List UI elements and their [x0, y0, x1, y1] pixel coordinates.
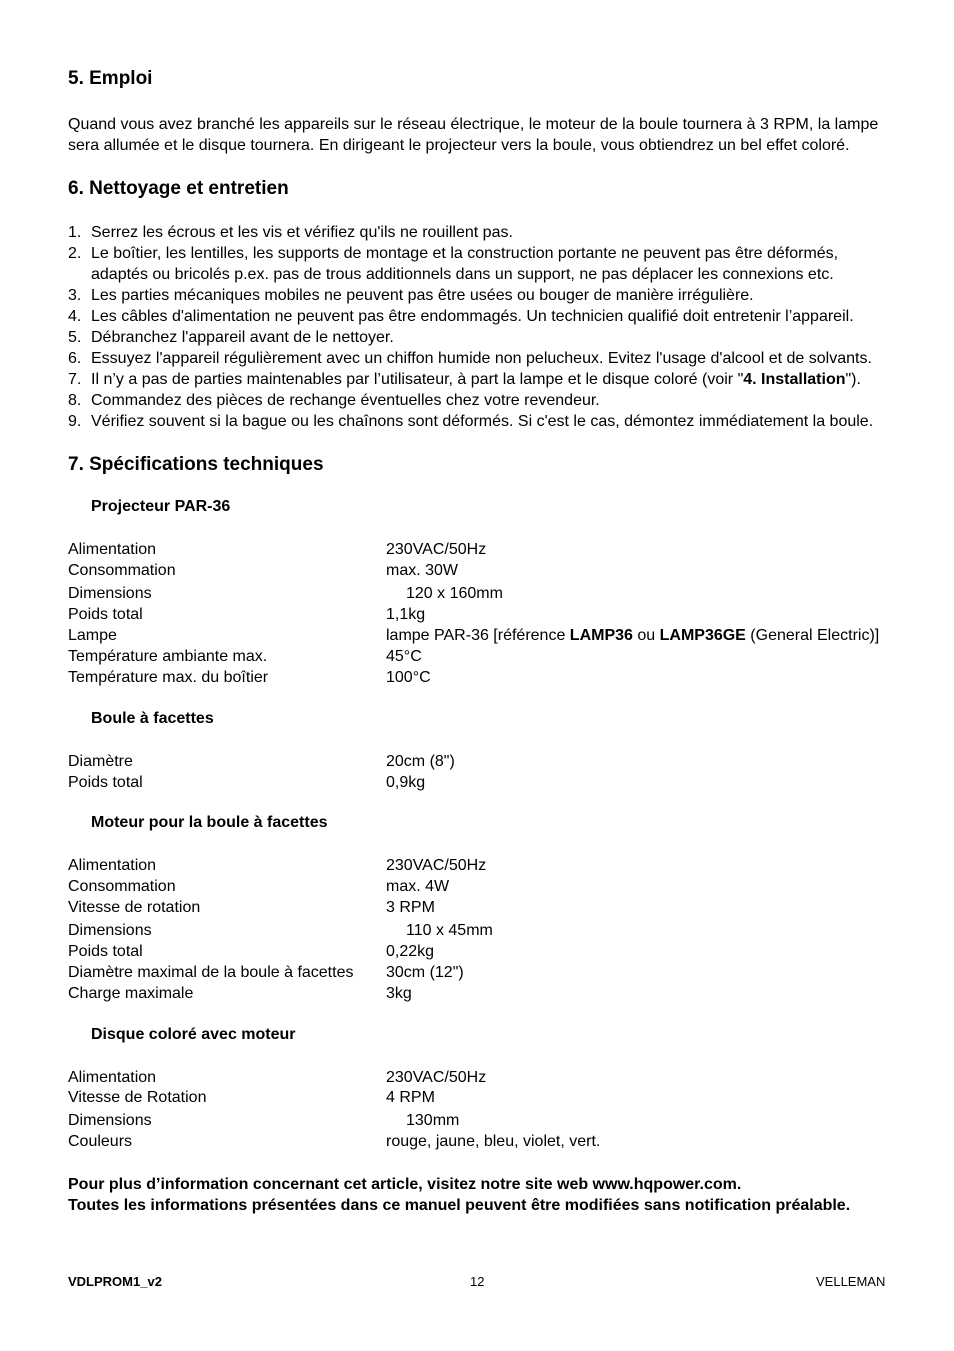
footer-doc-code: VDLPROM1_v2 [68, 1274, 162, 1289]
motor-heading: Moteur pour la boule à facettes [91, 814, 328, 831]
section-5-text: Quand vous avez branché les appareils sur le réseau électrique, le moteur de la boule tournera à 3 RPM, la lampe sera allumée et le disque tournera. En dirigeant le projecteur vers la boule, vous obtiendrez un bel effet coloré. [68, 116, 879, 154]
footer-page-number: 12 [470, 1274, 485, 1289]
maintenance-list [68, 222, 898, 432]
list-item: 2. Le boîtier, les lentilles, les supports de montage et la construction portante ne peuvent pas être déformés, adaptés ou bricolés p.ex. pas de trous additionnels dans un support, ne pas déplacer les connexions etc. [68, 245, 839, 283]
section-6-title: 6. Nettoyage et entretien [68, 178, 289, 199]
footer-brand: VELLEMAN [816, 1274, 886, 1289]
projector-heading: Projecteur PAR-36 [91, 498, 231, 515]
document-page: 5. Emploi Quand vous avez branché les appareils sur le réseau électrique, le moteur de la boule tournera à 3 RPM, la lampe sera allumée et le disque tournera. En dirigeant le projecteur vers la boule, vous obtiendrez un bel effet coloré. 6. Nettoyage et entretien 1. Serrez les écrous et les vis et vérifiez qu'ils ne rouillent pas. 2. Le boîtier, les lentilles, les supports de montage et la construction portante ne peuvent pas être déformés, adaptés ou bricolés p.ex. pas de trous additionnels dans un support, ne pas déplacer les connexions etc. 3. Les parties mécaniques mobiles ne peuvent pas être usées ou bouger de manière irrégulière. 4. Les câbles d'alimentation ne peuvent pas être endommagés. Un technicien qualifié doit entretenir l’appareil. 5. Débranchez l'appareil avant de le nettoyer. 6. Essuyez l'appareil régulièrement avec un chiffon humide non pelucheux. Evitez l'usage d'alcool et de solvants. 7. Il n’y a pas de parties maintenables par l’utilisateur, à part la lampe et le disque coloré (voir "4. Installation"). 8. Commandez des pièces de rechange éventuelles chez votre revendeur. 9. Vérifiez souvent si la bague ou les chaînons sont déformés. Si c'est le cas, démontez immédiatement la boule. 7. Spécifications techniques Projecteur PAR-36 Alimentation 230VAC/50Hz Consommation max. 30W Dimensions 120 x 160mm Poids total 1,1kg Lampe lampe PAR-36 [référence LAMP36 ou LAMP36GE (General Electric)] Température ambiante max. 45°C Température max. du boîtier 100°C Boule à facettes Diamètre 20cm (8") Poids total 0,9kg Moteur pour la boule à facettes Alimentation 230VAC/50Hz Consommation max. 4W Vitesse de rotation 3 RPM Dimensions 110 x 45mm Poids total 0,22kg Diamètre maximal de la boule à facettes 30cm (12") Charge maximale 3kg Disque coloré avec moteur Alimentation 230VAC/50Hz Vitesse de Rotation 4 RPM Dimensions 130mm Couleurs rouge, jaune, bleu, violet, vert. Pour plus d’information concernant cet article, visitez notre site web www.hqpower.com. Toutes les informations présentées dans ce manuel peuvent être modifiées sans notification préalable. VDLPROM1_v2 12 VELLEMAN [0, 0, 954, 1351]
list-item: 6. Essuyez l'appareil régulièrement avec un chiffon humide non pelucheux. Evitez l'usage d'alcool et de solvants. [68, 350, 872, 367]
list-item: 9. Vérifiez souvent si la bague ou les chaînons sont déformés. Si c'est le cas, démontez immédiatement la boule. [68, 413, 874, 430]
list-item: 1. Serrez les écrous et les vis et vérifiez qu'ils ne rouillent pas. [68, 224, 513, 241]
section-5-title: 5. Emploi [68, 68, 153, 89]
ball-heading: Boule à facettes [91, 710, 214, 727]
list-item: 7. Il n’y a pas de parties maintenables par l’utilisateur, à part la lampe et le disque coloré (voir "4. Installation"). [68, 371, 861, 388]
list-item: 8. Commandez des pièces de rechange éventuelles chez votre revendeur. [68, 392, 600, 409]
list-item: 5. Débranchez l'appareil avant de le nettoyer. [68, 329, 394, 346]
installation-reference: 4. Installation [743, 371, 846, 388]
list-item: 4. Les câbles d'alimentation ne peuvent pas être endommagés. Un technicien qualifié doit entretenir l’appareil. [68, 308, 854, 325]
section-7-title: 7. Spécifications techniques [68, 454, 324, 475]
disclaimer-note: Toutes les informations présentées dans ce manuel peuvent être modifiées sans notification préalable. [68, 1197, 851, 1214]
info-note: Pour plus d’information concernant cet article, visitez notre site web www.hqpower.com. [68, 1176, 742, 1193]
disc-heading: Disque coloré avec moteur [91, 1026, 296, 1043]
list-item: 3. Les parties mécaniques mobiles ne peuvent pas être usées ou bouger de manière irrégulière. [68, 287, 754, 304]
